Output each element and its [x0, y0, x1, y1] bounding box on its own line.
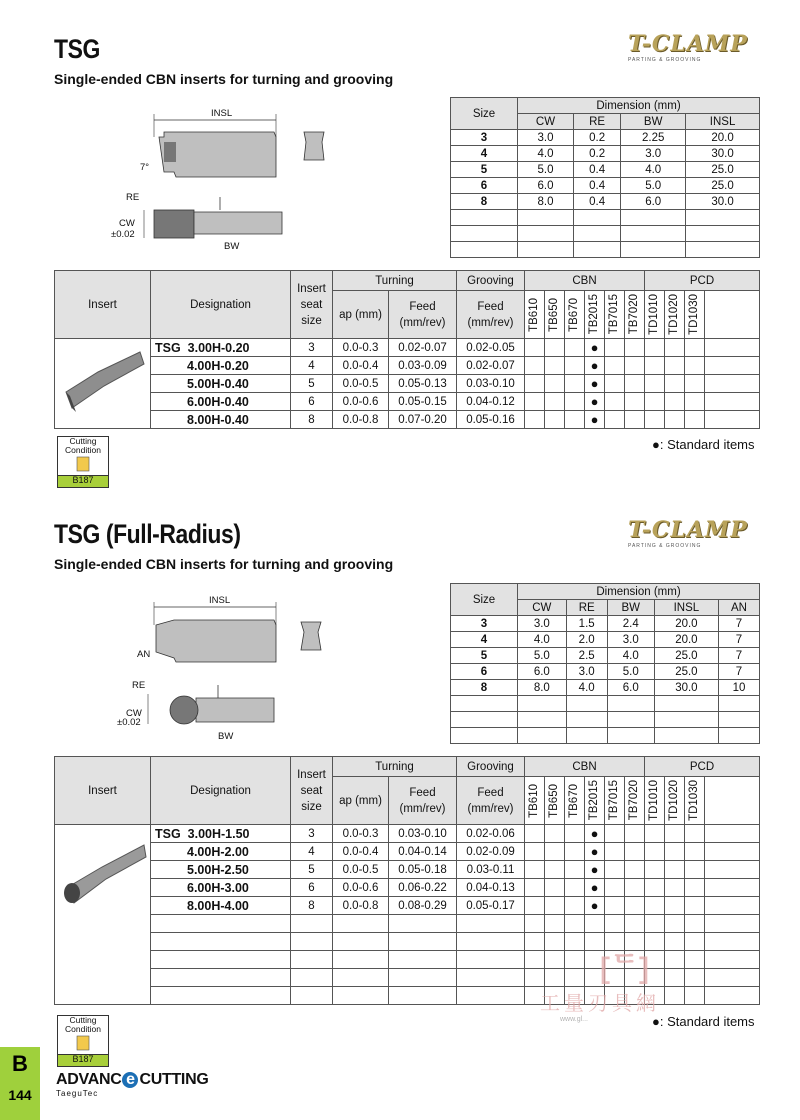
- turning-feed-cell: 0.05-0.18: [389, 861, 457, 879]
- column-header: AN: [718, 600, 759, 616]
- section-title: TSG (Full-Radius): [54, 519, 241, 549]
- turning-feed-cell: 0.05-0.15: [389, 393, 457, 411]
- bw-cell: 2.25: [621, 130, 686, 146]
- brand-wordmark: [56, 1071, 208, 1089]
- insert-top-view: [196, 698, 274, 722]
- logo-text: T-CLAMP: [628, 31, 748, 57]
- grade-header: TB7015: [608, 780, 620, 821]
- designation-prefix: TSG: [155, 340, 181, 355]
- grooving-feed-cell: 0.02-0.09: [457, 843, 525, 861]
- grade-header: TB7020: [628, 294, 640, 335]
- designation-cell: 4.00H-0.20: [151, 357, 291, 375]
- designation-cell: 5.00H-2.50: [151, 861, 291, 879]
- cw-cell: 5.0: [518, 162, 574, 178]
- insert-seat-size-header: Insert seat size: [291, 271, 333, 339]
- designation-cell: 6.00H-3.00: [151, 879, 291, 897]
- size-cell: 4: [451, 146, 518, 162]
- re-cell: 0.4: [574, 178, 621, 194]
- grooving-feed-cell: 0.05-0.16: [457, 411, 525, 429]
- bw-cell: 3.0: [607, 632, 654, 648]
- watermark: [540, 943, 660, 1023]
- watermark-logo-icon: [ᄃ]: [600, 952, 649, 985]
- ap-cell: 0.0-0.8: [333, 897, 389, 915]
- logo-text: T-CLAMP: [628, 517, 748, 543]
- standard-item-mark: ●: [585, 393, 605, 411]
- table-row: [55, 375, 760, 393]
- insl-cell: 20.0: [654, 632, 718, 648]
- column-header: RE: [566, 600, 607, 616]
- cw-cell: 5.0: [518, 648, 567, 664]
- grooving-feed-cell: 0.05-0.17: [457, 897, 525, 915]
- insert-side-view: [159, 132, 276, 177]
- standard-item-mark: ●: [585, 897, 605, 915]
- ap-cell: 0.0-0.4: [333, 843, 389, 861]
- cbn-header: CBN: [525, 271, 645, 291]
- turning-feed-cell: 0.03-0.10: [389, 825, 457, 843]
- cutting-condition-label: Cutting: [69, 1015, 97, 1025]
- ap-cell: 0.0-0.3: [333, 339, 389, 357]
- turning-feed-cell: 0.08-0.29: [389, 897, 457, 915]
- column-header: BW: [607, 600, 654, 616]
- grade-header: TD1010: [648, 780, 660, 821]
- ap-cell: 0.0-0.5: [333, 375, 389, 393]
- table-row: [55, 879, 760, 897]
- bw-cell: 4.0: [621, 162, 686, 178]
- table-row: [451, 680, 760, 696]
- advance-cutting-brand: [56, 1071, 208, 1098]
- designation-cell: 8.00H-0.40: [151, 411, 291, 429]
- insl-cell: 20.0: [654, 616, 718, 632]
- insl-cell: 25.0: [686, 178, 760, 194]
- grade-header: TB7015: [608, 294, 620, 335]
- seat-cell: 6: [291, 879, 333, 897]
- standard-item-mark: ●: [585, 375, 605, 393]
- section-subtitle: Single-ended CBN inserts for turning and grooving: [54, 71, 394, 87]
- grooving-feed-cell: 0.03-0.11: [457, 861, 525, 879]
- grooving-feed-cell: 0.02-0.07: [457, 357, 525, 375]
- insl-cell: 30.0: [654, 680, 718, 696]
- column-header: CW: [518, 114, 574, 130]
- dimension-table: [450, 97, 760, 258]
- angle-label: 7°: [140, 162, 150, 173]
- standard-item-mark: ●: [585, 861, 605, 879]
- bw-label: BW: [224, 241, 240, 252]
- size-cell: 5: [451, 648, 518, 664]
- designation-header: Designation: [151, 271, 291, 339]
- cw-cell: 3.0: [518, 616, 567, 632]
- insert-top-tip: [154, 210, 194, 238]
- grade-header: TB650: [548, 297, 560, 332]
- re-cell: 3.0: [566, 664, 607, 680]
- grooving-header: Grooving: [457, 271, 525, 291]
- dimension-group-header: Dimension (mm): [518, 584, 760, 600]
- insl-cell: 30.0: [686, 146, 760, 162]
- turning-feed-cell: 0.02-0.07: [389, 339, 457, 357]
- cutting-condition-reference[interactable]: [57, 436, 109, 488]
- cw-label: CW: [119, 218, 135, 229]
- grade-header: TD1030: [688, 780, 700, 821]
- grade-header: TD1020: [668, 294, 680, 335]
- table-row: [55, 411, 760, 429]
- cutting-condition-icon: [73, 455, 93, 473]
- turning-header: Turning: [333, 757, 457, 777]
- grooving-feed-cell: 0.02-0.06: [457, 825, 525, 843]
- brand-e-icon: e: [122, 1072, 138, 1088]
- grooving-feed-header: Feed (mm/rev): [457, 777, 525, 825]
- size-cell: 8: [451, 194, 518, 210]
- insert-header: Insert: [55, 757, 151, 825]
- cw-cell: 4.0: [518, 146, 574, 162]
- designation-code: 3.00H-0.20: [187, 340, 250, 355]
- table-row: [55, 357, 760, 375]
- empty-row: [451, 728, 760, 744]
- seat-cell: 3: [291, 339, 333, 357]
- cw-cell: 6.0: [518, 178, 574, 194]
- re-cell: 0.4: [574, 194, 621, 210]
- table-row: [451, 146, 760, 162]
- watermark-url: www.gl...: [560, 1016, 589, 1023]
- insert-end-view: [304, 132, 324, 160]
- turning-feed-cell: 0.04-0.14: [389, 843, 457, 861]
- table-row: [451, 664, 760, 680]
- pcd-header: PCD: [645, 757, 760, 777]
- designation-code: 3.00H-1.50: [187, 826, 250, 841]
- bw-cell: 5.0: [607, 664, 654, 680]
- grade-header: TB670: [568, 297, 580, 332]
- turning-feed-cell: 0.03-0.09: [389, 357, 457, 375]
- seat-cell: 3: [291, 825, 333, 843]
- section-subtitle: Single-ended CBN inserts for turning and grooving: [54, 556, 394, 572]
- cw-cell: 3.0: [518, 130, 574, 146]
- grooving-header: Grooving: [457, 757, 525, 777]
- cutting-condition-reference[interactable]: [57, 1015, 109, 1067]
- standard-item-mark: ●: [585, 843, 605, 861]
- an-cell: 10: [718, 680, 759, 696]
- turning-header: Turning: [333, 271, 457, 291]
- designation-cell: 6.00H-0.40: [151, 393, 291, 411]
- designation-cell: [151, 339, 291, 357]
- size-cell: 3: [451, 616, 518, 632]
- an-cell: 7: [718, 632, 759, 648]
- t-clamp-logo: [628, 31, 764, 63]
- insert-table: [54, 270, 760, 429]
- ap-header: ap (mm): [333, 291, 389, 339]
- empty-row: [451, 712, 760, 728]
- re-cell: 0.2: [574, 130, 621, 146]
- insl-cell: 20.0: [686, 130, 760, 146]
- grade-header: TB2015: [588, 294, 600, 335]
- cw-cell: 8.0: [518, 194, 574, 210]
- grooving-feed-cell: 0.04-0.13: [457, 879, 525, 897]
- designation-header: Designation: [151, 757, 291, 825]
- table-row: [451, 162, 760, 178]
- bw-cell: 5.0: [621, 178, 686, 194]
- insert-photo-cell: [55, 339, 151, 429]
- turning-feed-cell: 0.07-0.20: [389, 411, 457, 429]
- seat-cell: 5: [291, 375, 333, 393]
- ap-cell: 0.0-0.4: [333, 357, 389, 375]
- re-cell: 0.4: [574, 162, 621, 178]
- table-row: [55, 393, 760, 411]
- empty-row: [451, 226, 760, 242]
- table-row: [55, 339, 760, 357]
- insert-top-view: [194, 212, 282, 234]
- grade-header: TB2015: [588, 780, 600, 821]
- insert-photo: [58, 831, 148, 921]
- table-row: [55, 897, 760, 915]
- re-cell: 2.0: [566, 632, 607, 648]
- insl-label: INSL: [211, 108, 233, 119]
- standard-item-mark: ●: [585, 825, 605, 843]
- grade-header: TB650: [548, 783, 560, 818]
- insert-photo: [58, 342, 148, 422]
- re-label: RE: [132, 680, 146, 691]
- section-title: TSG: [54, 34, 100, 64]
- t-clamp-logo: [628, 517, 764, 549]
- seat-cell: 4: [291, 843, 333, 861]
- cutting-condition-label: Cutting: [69, 436, 97, 446]
- ap-header: ap (mm): [333, 777, 389, 825]
- cutting-condition-page-ref: B187: [58, 1054, 108, 1066]
- table-row: [451, 648, 760, 664]
- brand-sub: TaeguTec: [56, 1089, 99, 1098]
- standard-items-legend: ●: Standard items: [652, 437, 755, 452]
- designation-cell: 5.00H-0.40: [151, 375, 291, 393]
- ap-cell: 0.0-0.6: [333, 393, 389, 411]
- turning-feed-cell: 0.05-0.13: [389, 375, 457, 393]
- grade-header: TD1030: [688, 294, 700, 335]
- an-cell: 7: [718, 664, 759, 680]
- seat-cell: 6: [291, 393, 333, 411]
- grade-header: TB610: [528, 297, 540, 332]
- ap-cell: 0.0-0.5: [333, 861, 389, 879]
- cw-cell: 8.0: [518, 680, 567, 696]
- cutting-condition-label: Condition: [65, 445, 101, 455]
- column-header: INSL: [686, 114, 760, 130]
- table-row: [55, 825, 760, 843]
- designation-cell: 8.00H-4.00: [151, 897, 291, 915]
- bw-cell: 4.0: [607, 648, 654, 664]
- size-header: Size: [451, 584, 518, 616]
- empty-row: [451, 210, 760, 226]
- table-row: [451, 130, 760, 146]
- cw-label: CW: [126, 708, 142, 719]
- ap-cell: 0.0-0.8: [333, 411, 389, 429]
- re-cell: 2.5: [566, 648, 607, 664]
- insert-header: Insert: [55, 271, 151, 339]
- chapter-letter: B: [12, 1051, 28, 1076]
- insl-cell: 25.0: [654, 664, 718, 680]
- bw-cell: 6.0: [607, 680, 654, 696]
- empty-row: [451, 242, 760, 258]
- grade-header: TB670: [568, 783, 580, 818]
- turning-feed-cell: 0.06-0.22: [389, 879, 457, 897]
- insert-end-view: [301, 622, 321, 650]
- insl-cell: 25.0: [654, 648, 718, 664]
- column-header: INSL: [654, 600, 718, 616]
- size-cell: 6: [451, 664, 518, 680]
- size-cell: 8: [451, 680, 518, 696]
- re-cell: 1.5: [566, 616, 607, 632]
- cutting-condition-icon: [73, 1034, 93, 1052]
- dimension-group-header: Dimension (mm): [518, 98, 760, 114]
- cw-tolerance-label: ±0.02: [117, 717, 141, 728]
- empty-row: [451, 696, 760, 712]
- grooving-feed-cell: 0.02-0.05: [457, 339, 525, 357]
- table-row: [451, 178, 760, 194]
- grooving-feed-header: Feed (mm/rev): [457, 291, 525, 339]
- bw-cell: 6.0: [621, 194, 686, 210]
- standard-item-mark: ●: [585, 357, 605, 375]
- size-cell: 6: [451, 178, 518, 194]
- chapter-tab: [0, 1047, 40, 1120]
- size-cell: 3: [451, 130, 518, 146]
- turning-feed-header: Feed (mm/rev): [389, 291, 457, 339]
- cw-cell: 6.0: [518, 664, 567, 680]
- designation-cell: [151, 825, 291, 843]
- seat-cell: 8: [291, 897, 333, 915]
- brand-prefix: ADVANC: [56, 1071, 122, 1088]
- cbn-header: CBN: [525, 757, 645, 777]
- size-cell: 5: [451, 162, 518, 178]
- standard-item-mark: ●: [585, 879, 605, 897]
- cw-tolerance-label: ±0.02: [111, 229, 135, 240]
- table-row: [55, 843, 760, 861]
- grade-header: TD1010: [648, 294, 660, 335]
- grade-header: TD1020: [668, 780, 680, 821]
- insl-cell: 30.0: [686, 194, 760, 210]
- grade-header: TB7020: [628, 780, 640, 821]
- re-label: RE: [126, 192, 140, 203]
- seat-cell: 5: [291, 861, 333, 879]
- cutting-condition-page-ref: B187: [58, 475, 108, 487]
- table-row: [55, 861, 760, 879]
- insert-photo-cell: [55, 825, 151, 1005]
- grooving-feed-cell: 0.03-0.10: [457, 375, 525, 393]
- logo-subtext: PARTING & GROOVING: [628, 543, 702, 549]
- page-number: 144: [8, 1087, 32, 1103]
- size-cell: 4: [451, 632, 518, 648]
- an-cell: 7: [718, 616, 759, 632]
- empty-row: [55, 915, 760, 933]
- dimension-table: [450, 583, 760, 744]
- brand-suffix: CUTTING: [139, 1071, 209, 1088]
- table-row: [451, 194, 760, 210]
- designation-cell: 4.00H-2.00: [151, 843, 291, 861]
- cutting-condition-label: Condition: [65, 1024, 101, 1034]
- column-header: BW: [621, 114, 686, 130]
- pcd-header: PCD: [645, 271, 760, 291]
- an-cell: 7: [718, 648, 759, 664]
- cw-cell: 4.0: [518, 632, 567, 648]
- ap-cell: 0.0-0.3: [333, 825, 389, 843]
- logo-subtext: PARTING & GROOVING: [628, 57, 702, 63]
- table-row: [451, 632, 760, 648]
- bw-label: BW: [218, 731, 234, 742]
- seat-cell: 8: [291, 411, 333, 429]
- full-radius-tip: [170, 696, 198, 724]
- size-header: Size: [451, 98, 518, 130]
- re-cell: 0.2: [574, 146, 621, 162]
- re-cell: 4.0: [566, 680, 607, 696]
- insl-label: INSL: [209, 595, 231, 606]
- standard-item-mark: ●: [585, 411, 605, 429]
- insert-seat-size-header: Insert seat size: [291, 757, 333, 825]
- insl-cell: 25.0: [686, 162, 760, 178]
- column-header: CW: [518, 600, 567, 616]
- standard-item-mark: ●: [585, 339, 605, 357]
- bw-cell: 3.0: [621, 146, 686, 162]
- cbn-tip: [164, 142, 176, 162]
- grade-header: TB610: [528, 783, 540, 818]
- column-header: RE: [574, 114, 621, 130]
- standard-items-legend: ●: Standard items: [652, 1014, 755, 1029]
- watermark-text: 工量刃具網: [540, 993, 660, 1015]
- turning-feed-header: Feed (mm/rev): [389, 777, 457, 825]
- designation-prefix: TSG: [155, 826, 181, 841]
- insert-technical-drawing: [104, 102, 344, 262]
- table-row: [451, 616, 760, 632]
- seat-cell: 4: [291, 357, 333, 375]
- insert-side-view: [156, 620, 276, 662]
- bw-cell: 2.4: [607, 616, 654, 632]
- an-label: AN: [137, 649, 151, 660]
- grooving-feed-cell: 0.04-0.12: [457, 393, 525, 411]
- ap-cell: 0.0-0.6: [333, 879, 389, 897]
